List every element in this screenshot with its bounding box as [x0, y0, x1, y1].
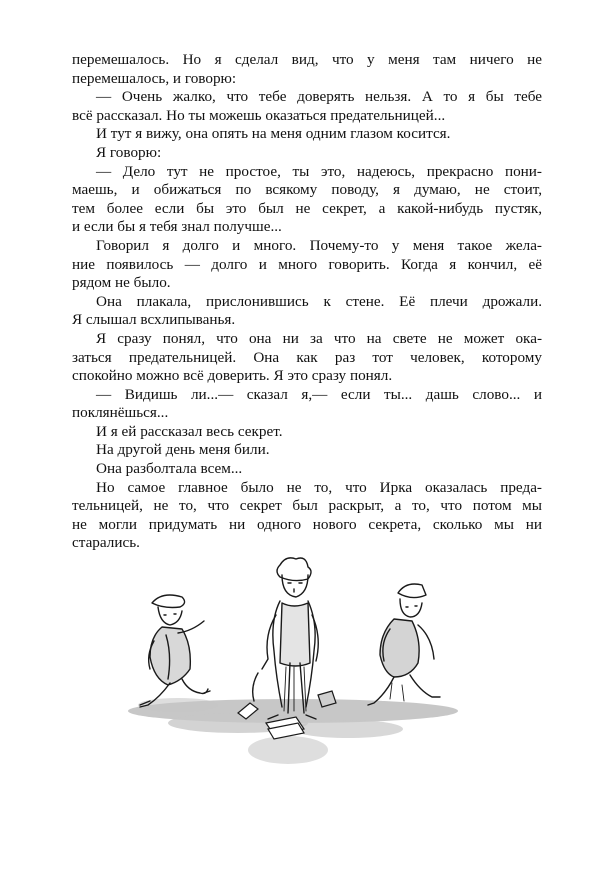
boy-right-figure [368, 584, 440, 705]
illustration-three-boys [118, 545, 458, 775]
paragraph: На другой день меня били. [96, 441, 270, 459]
paragraph: — Очень жалко, что тебе доверять нельзя. А то я бы тебе всё рассказал. Но ты можешь оказаться предательницей... [72, 88, 542, 124]
paragraph: И тут я вижу, она опять на меня одним глазом косится. [96, 125, 451, 143]
paragraph: перемешалось. Но я сделал вид, что у меня там ничего не перемешалось, и говорю: [72, 51, 542, 87]
paragraph: — Дело тут не простое, ты это, надеюсь, прекрасно пони- маешь, и обижаться по всякому поводу, я думаю, не стоит, тем более если бы это был не секрет, а какой-нибудь пустяк, и если бы я тебя знал получше... [72, 162, 542, 236]
paragraph: Но самое главное было не то, что Ирка оказалась преда- тельницей, не то, что секрет был раскрыт, а то, что потом мы не могли придумать ни одного нового секрета, сколько мы ни старались. [72, 478, 542, 552]
paragraph: Я говорю: [96, 143, 162, 161]
paragraph: Она плакала, прислонившись к стене. Её плечи дрожали. Я слышал всхлипыванья. [72, 292, 542, 329]
paragraph: Я сразу понял, что она ни за что на свете не может ока- заться предательницей. Она как раз тот человек, которому спокойно можно всё доверить. Я это сразу понял. [72, 329, 542, 385]
paragraph: — Видишь ли...— сказал я,— если ты... дашь слово... и поклянёшься... [72, 385, 542, 422]
boy-middle-figure [253, 558, 319, 719]
paragraph: Она разболтала всем... [96, 460, 243, 478]
paragraph: Говорил я долго и много. Почему-то у меня такое жела- ние появилось — долго и много говорить. Когда я кончил, её рядом не было. [72, 236, 542, 292]
boy-left-figure [140, 595, 210, 707]
paragraph: И я ей рассказал весь секрет. [96, 422, 283, 440]
page-text [72, 51, 542, 553]
